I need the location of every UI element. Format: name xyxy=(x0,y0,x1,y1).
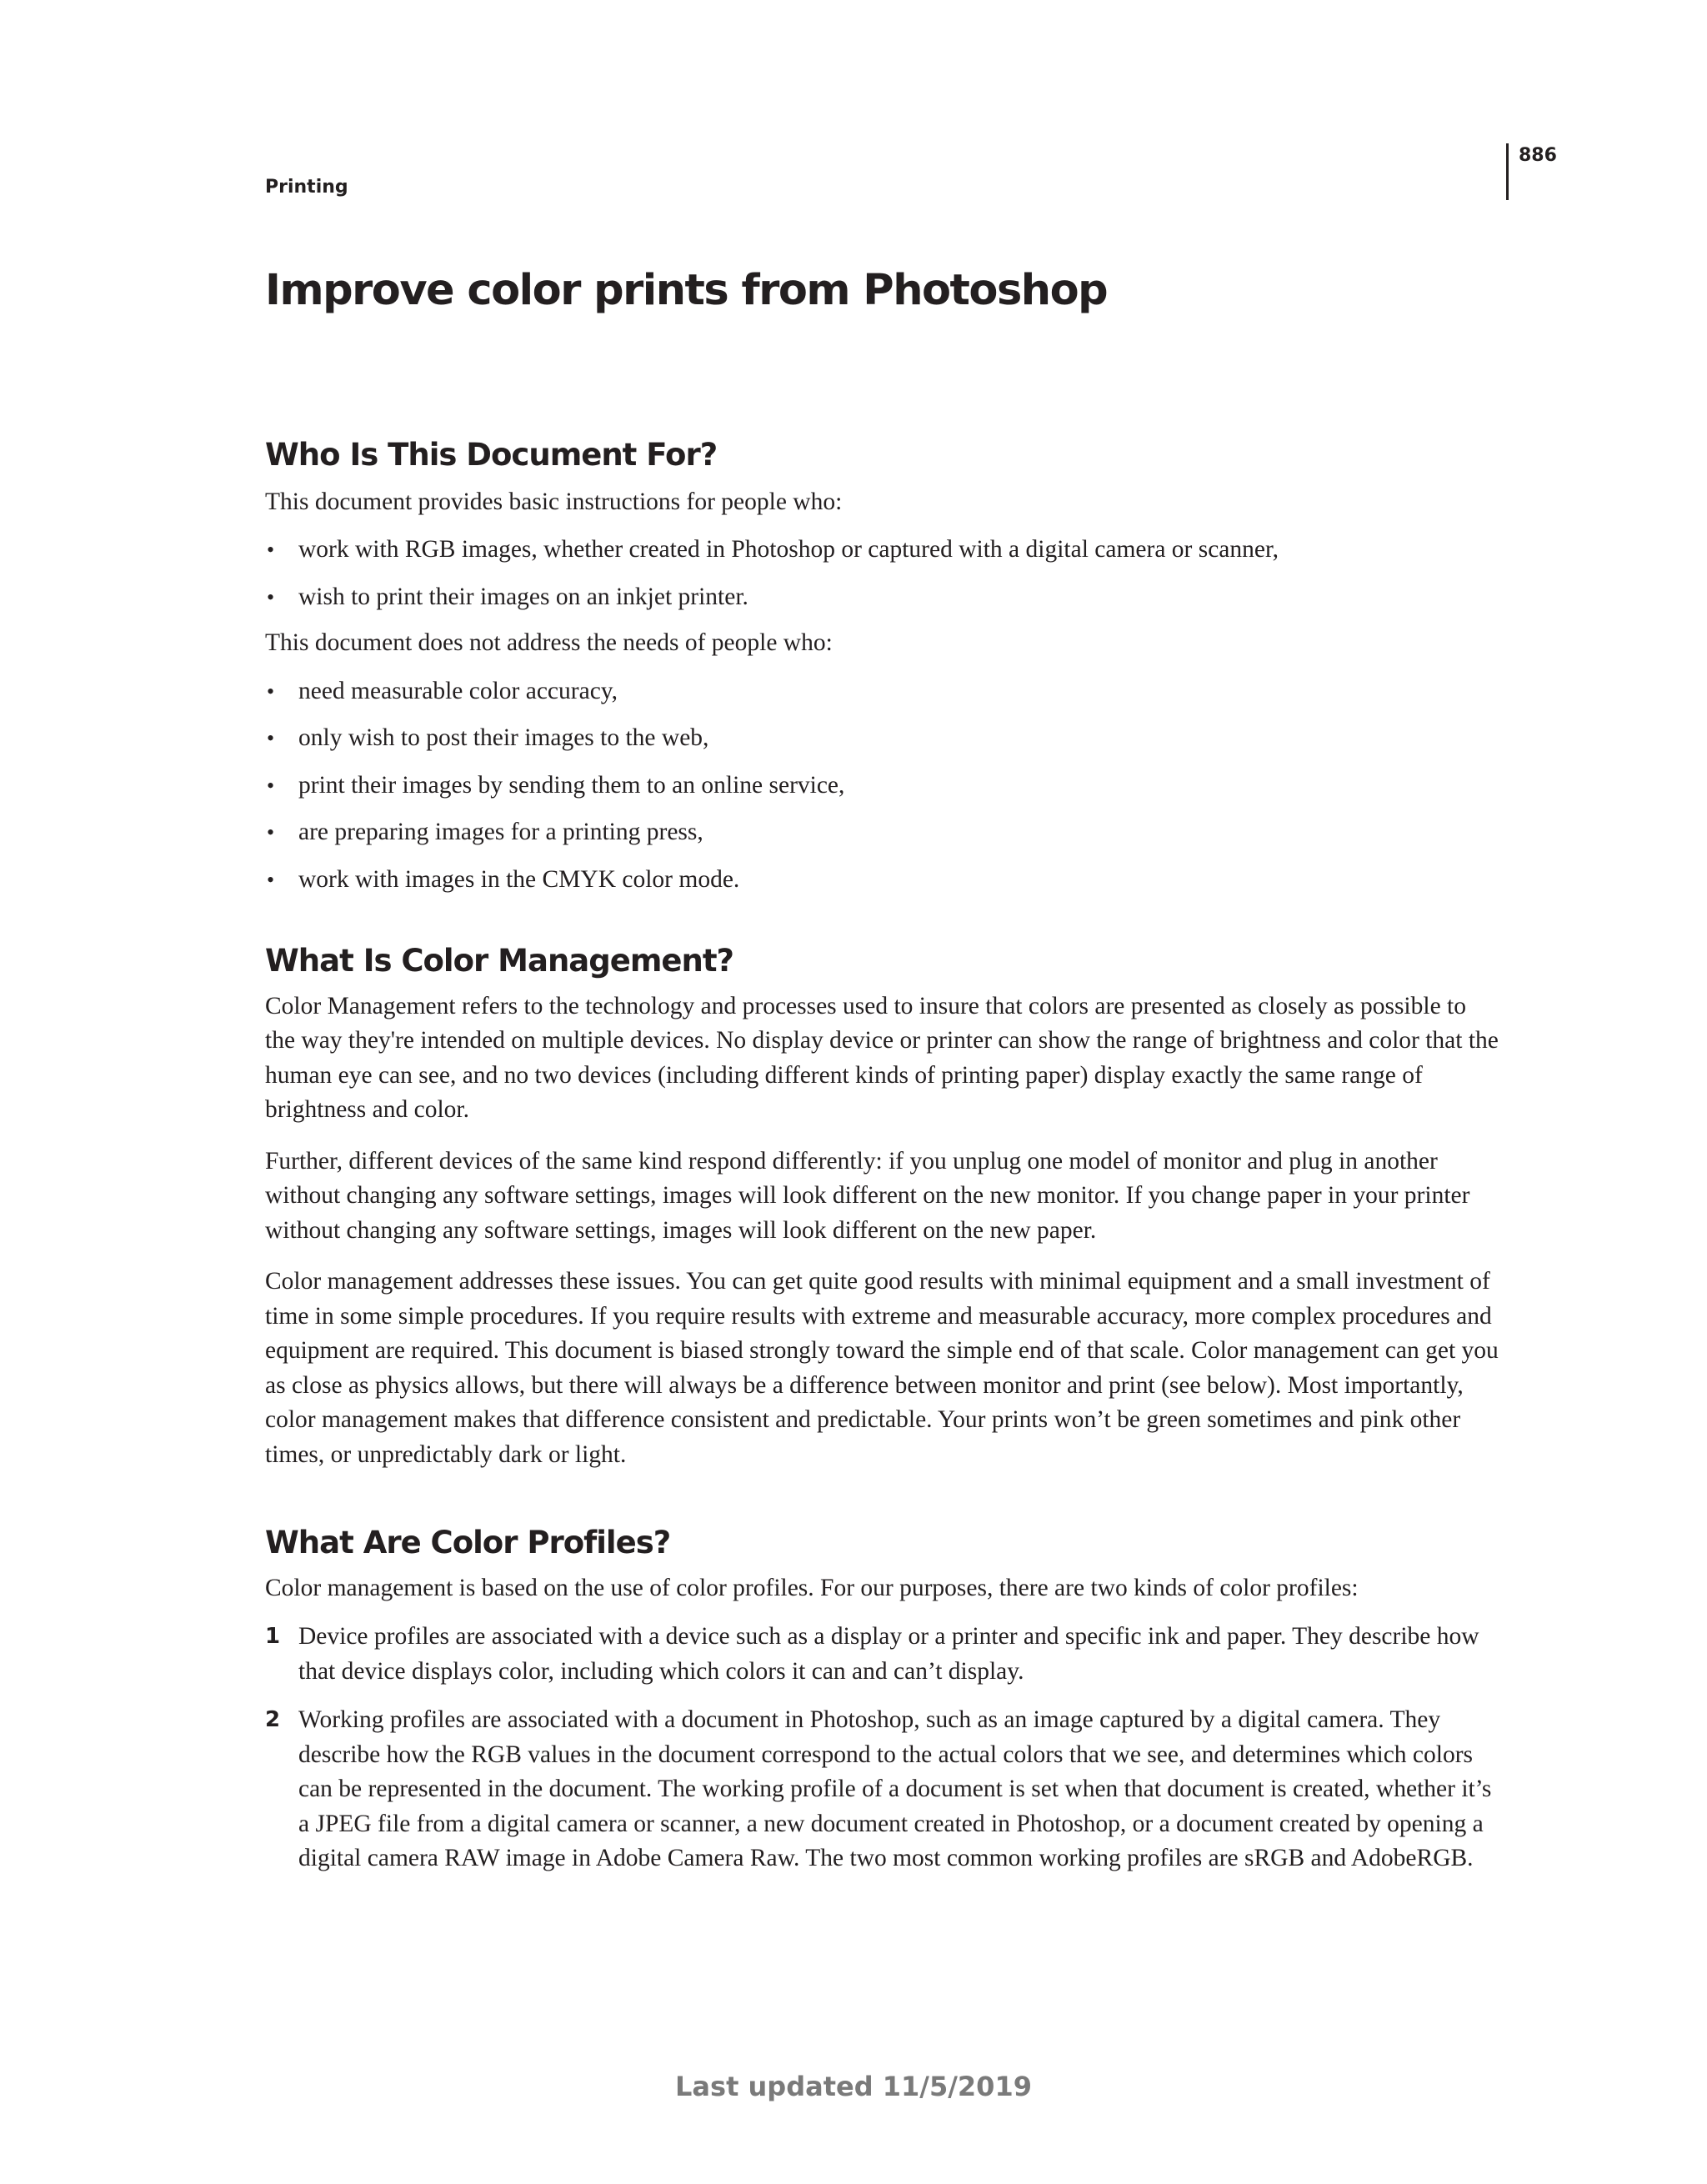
page-title: Improve color prints from Photoshop xyxy=(265,266,1108,315)
list-item-text: work with images in the CMYK color mode. xyxy=(298,865,740,893)
list-item-text: only wish to post their images to the web, xyxy=(298,724,709,752)
page-number-rule xyxy=(1506,143,1509,200)
list-item xyxy=(265,815,1499,850)
numbered-list-item xyxy=(265,1703,1499,1876)
bullet-icon: • xyxy=(267,867,275,892)
list-item xyxy=(265,863,1499,898)
paragraph: Color Management refers to the technology and processes used to insure that colors are presented as closely as possible to the way they're intended on multiple devices. No display device or printer can show the range of brightness and color that the human eye can see, and no two devices (including different kinds of printing paper) display exactly the same range of brightness and color. xyxy=(265,992,1499,1124)
list-number: 2 xyxy=(265,1707,281,1733)
list-item-text: wish to print their images on an inkjet printer. xyxy=(298,583,748,610)
section-intro: Color management is based on the use of color profiles. For our purposes, there are two kinds of color profiles: xyxy=(265,1574,1359,1601)
section-heading-color-management: What Is Color Management? xyxy=(265,943,733,979)
section-heading-color-profiles: What Are Color Profiles? xyxy=(265,1525,671,1561)
numbered-list-item xyxy=(265,1620,1499,1689)
bullet-icon: • xyxy=(267,679,275,704)
list-item xyxy=(265,769,1499,804)
list-item-text: need measurable color accuracy, xyxy=(298,677,618,704)
profiles-list xyxy=(265,1620,1499,1876)
bullet-icon: • xyxy=(267,584,275,609)
bullet-icon: • xyxy=(267,773,275,798)
list-item-text: Working profiles are associated with a document in Photoshop, such as an image captured by a digital camera. They describe how the RGB values in the document correspond to the actual colors that we see, and determines which colors can be represented in the document. The working profile of a document is set when that document is created, whether it’s a JPEG file from a digital camera or scanner, a new document created in Photoshop, or a document created by opening a digital camera RAW image in Adobe Camera Raw. The two most common working profiles are sRGB and AdobeRGB. xyxy=(298,1706,1492,1872)
section-intro-secondary: This document does not address the needs of people who: xyxy=(265,629,833,657)
bullet-icon: • xyxy=(267,726,275,751)
list-item-text: print their images by sending them to an online service, xyxy=(298,771,845,799)
list-item-text: Device profiles are associated with a device such as a display or a printer and specific ink and paper. They describe how that device displays color, including which colors it can and can’t display. xyxy=(298,1623,1479,1685)
section-intro: This document provides basic instructions for people who: xyxy=(265,488,843,515)
bullet-icon: • xyxy=(267,538,275,563)
list-item-text: work with RGB images, whether created in Photoshop or captured with a digital camera or scanner, xyxy=(298,536,1279,564)
running-head: Printing xyxy=(265,177,348,198)
page-number: 886 xyxy=(1519,145,1557,166)
list-item xyxy=(265,674,1499,709)
list-item-text: are preparing images for a printing press, xyxy=(298,819,703,846)
footer-last-updated: Last updated 11/5/2019 xyxy=(675,2071,1032,2102)
bullet-icon: • xyxy=(267,820,275,845)
paragraph: Further, different devices of the same kind respond differently: if you unplug one model of monitor and plug in another without changing any software settings, images will look different on the new monitor. If you change paper in your printer without changing any software settings, images will look different on the new paper. xyxy=(265,1147,1470,1244)
list-item xyxy=(265,580,1499,615)
audience-list xyxy=(265,533,1499,614)
list-item xyxy=(265,721,1499,756)
paragraph: Color management addresses these issues. You can get quite good results with minimal equipment and a small investment of time in some simple procedures. If you require results with extreme and measurable accuracy, more complex procedures and equipment are required. This document is biased strongly toward the simple end of that scale. Color management can get you as close as physics allows, but there will always be a difference between monitor and print (see below). Most importantly, color management makes that difference consistent and predictable. Your prints won’t be green sometimes and pink other times, or unpredictably dark or light. xyxy=(265,1268,1499,1468)
body-column xyxy=(265,438,1499,1876)
list-item xyxy=(265,533,1499,568)
list-number: 1 xyxy=(265,1624,281,1650)
non-audience-list xyxy=(265,674,1499,898)
section-heading-who: Who Is This Document For? xyxy=(265,437,718,473)
